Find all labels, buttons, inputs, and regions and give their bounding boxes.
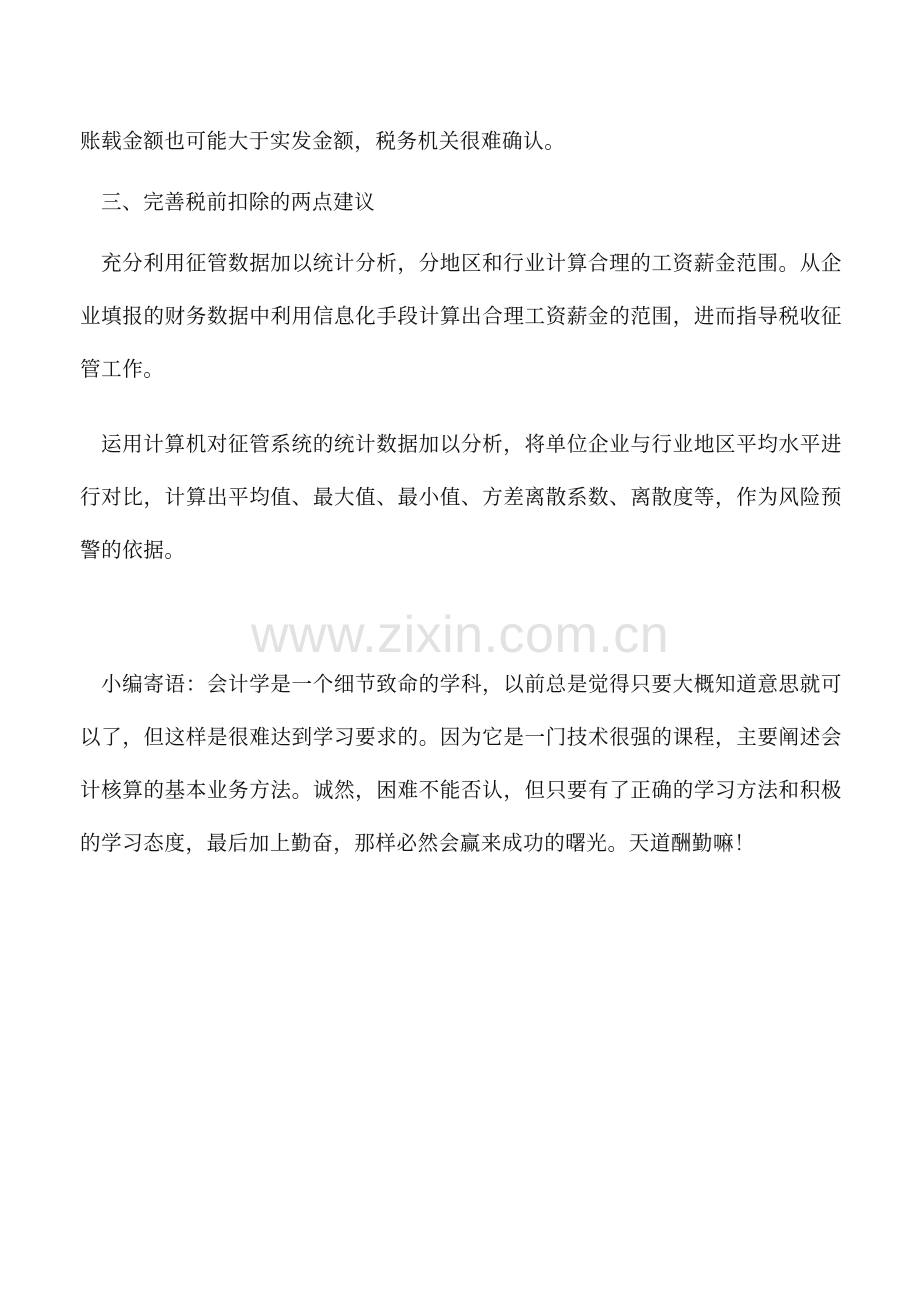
- section-heading-3: 三、完善税前扣除的两点建议: [101, 190, 376, 214]
- watermark: www.zixin.com.cn: [250, 606, 670, 664]
- paragraph-suggestion-1: 充分利用征管数据加以统计分析，分地区和行业计算合理的工资薪金范围。从企业填报的财务数据中利用信息化手段计算出合理工资薪金的范围，进而指导税收征管工作。: [80, 251, 842, 381]
- paragraph-continuation: 账载金额也可能大于实发金额，税务机关很难确认。: [80, 129, 566, 153]
- paragraph-editor-note: 小编寄语：会计学是一个细节致命的学科，以前总是觉得只要大概知道意思就可以了，但这样是很难达到学习要求的。因为它是一门技术很强的课程，主要阐述会计核算的基本业务方法。诚然，困难不能否认，但只要有了正确的学习方法和积极的学习态度，最后加上勤奋，那样必然会赢来成功的曙光。天道酬勤嘛！: [80, 672, 842, 855]
- paragraph-suggestion-2: 运用计算机对征管系统的统计数据加以分析，将单位企业与行业地区平均水平进行对比，计算出平均值、最大值、最小值、方差离散系数、离散度等，作为风险预警的依据。: [80, 432, 842, 562]
